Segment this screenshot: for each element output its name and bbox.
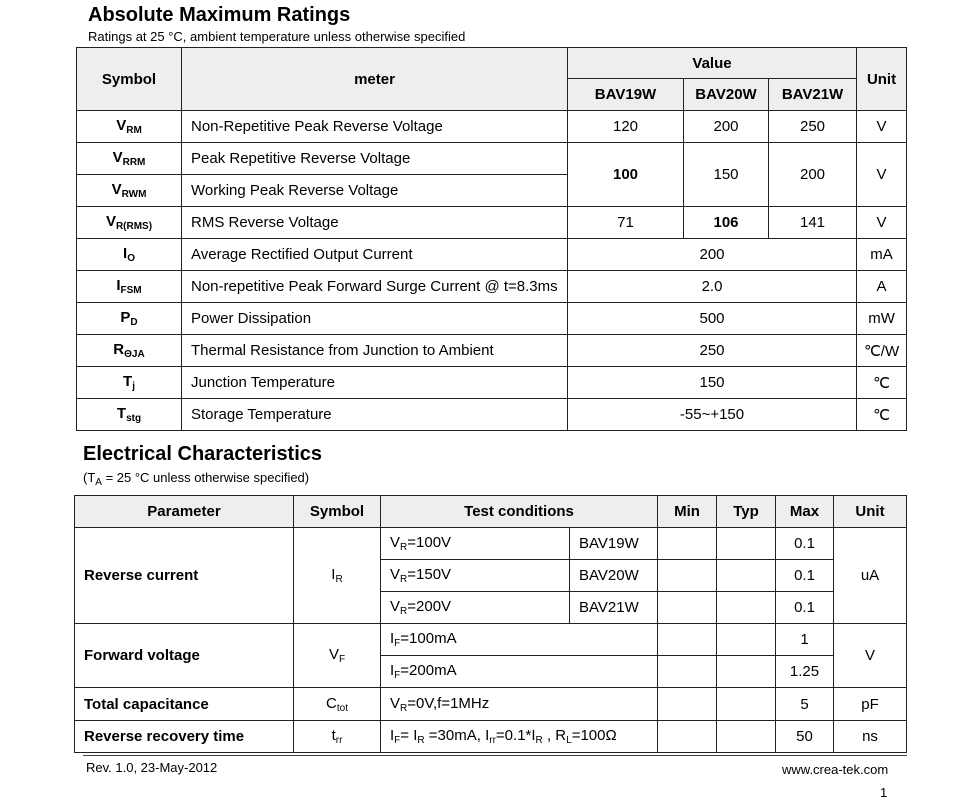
symbol-cell: $I_R$ bbox=[294, 528, 381, 624]
header-parameter: meter bbox=[182, 48, 568, 111]
condition-cell: $V_R=200V$ bbox=[381, 592, 570, 624]
typ-cell bbox=[717, 656, 776, 688]
header-bav19w: BAV19W bbox=[568, 79, 684, 111]
min-cell bbox=[658, 528, 717, 560]
parameter-cell: Average Rectified Output Current bbox=[182, 239, 568, 271]
symbol-cell: $P_D$ bbox=[77, 303, 182, 335]
typ-cell bbox=[717, 624, 776, 656]
condition-cell: $I_F=100mA$ bbox=[381, 624, 658, 656]
unit-cell: mA bbox=[857, 239, 907, 271]
header-bav21w: BAV21W bbox=[769, 79, 857, 111]
elec-table bbox=[74, 495, 907, 753]
parameter-cell: Junction Temperature bbox=[182, 367, 568, 399]
table-row bbox=[77, 271, 907, 303]
unit-cell: A bbox=[857, 271, 907, 303]
value-cell: 500 bbox=[568, 303, 857, 335]
table-row bbox=[77, 303, 907, 335]
symbol-cell: $V_{RM}$ bbox=[77, 111, 182, 143]
symbol-cell: $C_{tot}$ bbox=[294, 688, 381, 721]
unit-cell: ℃/W bbox=[857, 335, 907, 367]
max-cell: 0.1 bbox=[776, 592, 834, 624]
header-typ: Typ bbox=[717, 496, 776, 528]
symbol-cell: $R_{\Theta JA}$ bbox=[77, 335, 182, 367]
table-row bbox=[75, 721, 907, 753]
min-cell bbox=[658, 688, 717, 721]
parameter-cell: Total capacitance bbox=[75, 688, 294, 721]
typ-cell bbox=[717, 592, 776, 624]
symbol-cell: $V_{R(RMS)}$ bbox=[77, 207, 182, 239]
page-number: 1 bbox=[880, 785, 888, 800]
header-symbol: Symbol bbox=[294, 496, 381, 528]
parameter-cell: Thermal Resistance from Junction to Ambient bbox=[182, 335, 568, 367]
symbol-cell: $T_{stg}$ bbox=[77, 399, 182, 431]
unit-cell: ℃ bbox=[857, 367, 907, 399]
parameter-cell: Working Peak Reverse Voltage bbox=[182, 175, 568, 207]
parameter-cell: Forward voltage bbox=[75, 624, 294, 688]
value-cell: 250 bbox=[769, 111, 857, 143]
unit-cell: V bbox=[857, 207, 907, 239]
value-cell: 200 bbox=[568, 239, 857, 271]
typ-cell bbox=[717, 688, 776, 721]
max-cell: 0.1 bbox=[776, 560, 834, 592]
value-cell: 150 bbox=[684, 143, 769, 207]
condition-cell: $V_R=100V$ bbox=[381, 528, 570, 560]
header-test-conditions: Test conditions bbox=[381, 496, 658, 528]
table-row bbox=[77, 399, 907, 431]
header-bav20w: BAV20W bbox=[684, 79, 769, 111]
table-row bbox=[77, 239, 907, 271]
value-cell: 2.0 bbox=[568, 271, 857, 303]
header-unit: Unit bbox=[857, 48, 907, 111]
symbol-cell: $t_{rr}$ bbox=[294, 721, 381, 753]
parameter-cell: Power Dissipation bbox=[182, 303, 568, 335]
max-cell: 50 bbox=[776, 721, 834, 753]
abs-max-subtitle: Ratings at 25 °C, ambient temperature unless otherwise specified bbox=[88, 29, 466, 44]
unit-cell: pF bbox=[834, 688, 907, 721]
symbol-cell: $V_F$ bbox=[294, 624, 381, 688]
header-symbol: Symbol bbox=[77, 48, 182, 111]
max-cell: 0.1 bbox=[776, 528, 834, 560]
abs-max-table bbox=[76, 47, 907, 431]
condition-cell: $V_R=0V,f=1MHz$ bbox=[381, 688, 658, 721]
elec-title: Electrical Characteristics bbox=[83, 443, 323, 465]
header-min: Min bbox=[658, 496, 717, 528]
min-cell bbox=[658, 656, 717, 688]
table-row bbox=[77, 111, 907, 143]
parameter-cell: Non-repetitive Peak Forward Surge Current @ t=8.3ms bbox=[182, 271, 568, 303]
parameter-cell: Reverse recovery time bbox=[75, 721, 294, 753]
device-cell: BAV20W bbox=[570, 560, 658, 592]
condition-cell: $I_F=200mA$ bbox=[381, 656, 658, 688]
header-parameter: Parameter bbox=[75, 496, 294, 528]
symbol-cell: $I_O$ bbox=[77, 239, 182, 271]
unit-cell: mW bbox=[857, 303, 907, 335]
unit-cell: ns bbox=[834, 721, 907, 753]
typ-cell bbox=[717, 560, 776, 592]
value-cell: 150 bbox=[568, 367, 857, 399]
unit-cell: V bbox=[834, 624, 907, 688]
revision-text: Rev. 1.0, 23-May-2012 bbox=[86, 760, 218, 775]
website-link[interactable]: www.crea-tek.com bbox=[782, 762, 889, 777]
value-cell: 200 bbox=[684, 111, 769, 143]
table-row bbox=[77, 335, 907, 367]
symbol-cell: $T_j$ bbox=[77, 367, 182, 399]
unit-cell: V bbox=[857, 143, 907, 207]
table-row bbox=[75, 624, 907, 656]
header-unit: Unit bbox=[834, 496, 907, 528]
value-cell: 141 bbox=[769, 207, 857, 239]
symbol-cell: $V_{RWM}$ bbox=[77, 175, 182, 207]
value-cell: 106 bbox=[684, 207, 769, 239]
condition-cell: $I_F= I_R =30mA$, $I_{rr}=0.1*I_R$ , $R_L=100\Omega$ bbox=[381, 721, 658, 753]
value-cell: 71 bbox=[568, 207, 684, 239]
unit-cell: uA bbox=[834, 528, 907, 624]
parameter-cell: Storage Temperature bbox=[182, 399, 568, 431]
min-cell bbox=[658, 624, 717, 656]
unit-cell: V bbox=[857, 111, 907, 143]
max-cell: 1 bbox=[776, 624, 834, 656]
condition-cell: $V_R=150V$ bbox=[381, 560, 570, 592]
table-row bbox=[77, 367, 907, 399]
table-row bbox=[75, 528, 907, 560]
value-cell: 250 bbox=[568, 335, 857, 367]
abs-max-title: Absolute Maximum Ratings bbox=[88, 4, 351, 26]
footer-divider bbox=[83, 755, 907, 756]
unit-cell: ℃ bbox=[857, 399, 907, 431]
device-cell: BAV21W bbox=[570, 592, 658, 624]
table-row bbox=[75, 688, 907, 721]
table-row bbox=[77, 143, 907, 175]
header-value: Value bbox=[568, 48, 857, 79]
value-cell: 120 bbox=[568, 111, 684, 143]
value-cell: 200 bbox=[769, 143, 857, 207]
header-max: Max bbox=[776, 496, 834, 528]
symbol-cell: $I_{FSM}$ bbox=[77, 271, 182, 303]
max-cell: 1.25 bbox=[776, 656, 834, 688]
typ-cell bbox=[717, 721, 776, 753]
parameter-cell: Non-Repetitive Peak Reverse Voltage bbox=[182, 111, 568, 143]
device-cell: BAV19W bbox=[570, 528, 658, 560]
min-cell bbox=[658, 721, 717, 753]
max-cell: 5 bbox=[776, 688, 834, 721]
min-cell bbox=[658, 592, 717, 624]
table-row bbox=[77, 207, 907, 239]
min-cell bbox=[658, 560, 717, 592]
value-cell: -55~+150 bbox=[568, 399, 857, 431]
parameter-cell: Reverse current bbox=[75, 528, 294, 624]
value-cell: 100 bbox=[568, 143, 684, 207]
typ-cell bbox=[717, 528, 776, 560]
elec-subtitle: ($T_A = 25$ °C unless otherwise specified) bbox=[83, 470, 310, 488]
parameter-cell: RMS Reverse Voltage bbox=[182, 207, 568, 239]
parameter-cell: Peak Repetitive Reverse Voltage bbox=[182, 143, 568, 175]
symbol-cell: $V_{RRM}$ bbox=[77, 143, 182, 175]
